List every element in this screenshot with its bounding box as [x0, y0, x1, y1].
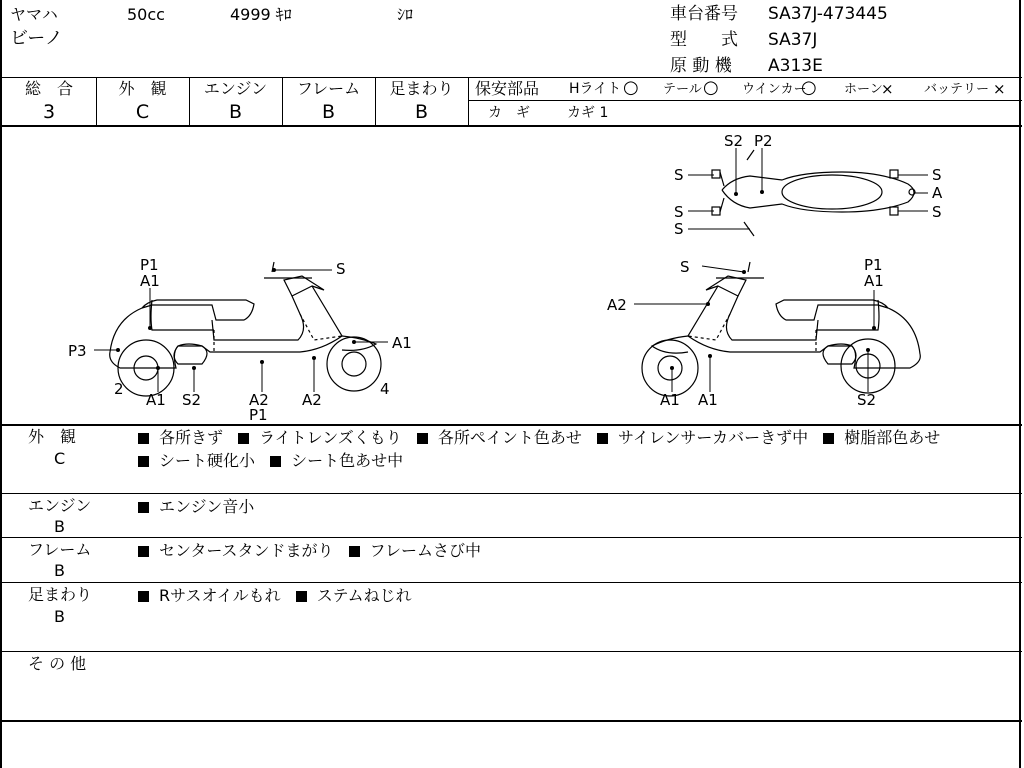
diagram-label: S — [674, 203, 684, 221]
diagram-label: A1 — [660, 391, 680, 409]
diagram-label: A1 — [864, 272, 884, 290]
marker-dots — [116, 190, 876, 370]
section-name: エンジン — [28, 496, 92, 515]
safety-item-label: ウインカー — [742, 82, 807, 97]
diagram-label: S2 — [182, 391, 202, 409]
grade-engine-value: B — [228, 101, 243, 123]
section-grade: C — [54, 449, 66, 468]
grade-suspension-label: 足まわり — [389, 79, 454, 98]
diagram-label: S — [680, 258, 690, 276]
diagram-label: S — [336, 260, 346, 278]
section-item: 各所きず — [138, 426, 223, 449]
safety-item-mark: × — [993, 80, 1006, 98]
diagram-label: P1 — [249, 406, 268, 423]
diagram-label: A1 — [140, 272, 160, 290]
safety-item-mark: × — [881, 80, 894, 98]
mileage: 4999 ｷﾛ — [230, 5, 292, 24]
divider — [469, 100, 1022, 101]
section-name: フレーム — [28, 540, 92, 559]
bullet-square-icon — [138, 456, 149, 467]
bullet-square-icon — [823, 433, 834, 444]
safety-item-label: テール — [663, 82, 702, 97]
divider — [2, 651, 1022, 652]
grade-frame-value: B — [321, 101, 336, 123]
section-item: 樹脂部色あせ — [823, 426, 940, 449]
diagram-label: P2 — [754, 132, 773, 150]
bullet-square-icon — [138, 433, 149, 444]
divider — [2, 77, 1022, 78]
diagram-label: A — [932, 184, 943, 202]
grade-suspension-value: B — [414, 101, 429, 123]
diagram-label: P1 — [864, 256, 883, 274]
bullet-square-icon — [349, 546, 360, 557]
key-value: カギ 1 — [567, 105, 609, 121]
type-value: SA37J — [768, 30, 818, 50]
diagram-label: A2 — [302, 391, 322, 409]
diagram-label: 4 — [380, 380, 390, 398]
grade-exterior-value: C — [135, 101, 150, 123]
divider — [2, 537, 1022, 538]
safety-item-mark: ○ — [623, 77, 639, 98]
section-grade: B — [54, 517, 65, 536]
grade-overall-value: 3 — [42, 101, 56, 123]
displacement: 50cc — [127, 5, 165, 24]
section-item: シート硬化小 — [138, 449, 255, 472]
bullet-square-icon — [296, 591, 307, 602]
diagram-label: A2 — [249, 391, 269, 409]
section-item: サイレンサーカバーきず中 — [597, 426, 808, 449]
section-items — [138, 584, 1018, 607]
divider — [2, 493, 1022, 494]
safety-item-label: Hライト — [569, 81, 622, 97]
key-label: カ ギ — [488, 105, 530, 121]
diagram-label: S2 — [857, 391, 877, 409]
frame-no-label: 車台番号 — [670, 4, 738, 24]
diagram-label: S — [932, 166, 942, 184]
section-grade: B — [54, 561, 65, 580]
section-item: ステムねじれ — [296, 584, 412, 607]
section-name: そ の 他 — [28, 654, 87, 673]
section-items — [138, 426, 1018, 472]
safety-item-label: ホーン — [844, 82, 883, 97]
safety-item-mark: ○ — [703, 77, 719, 98]
section-item: エンジン音小 — [138, 495, 254, 518]
scooter-top-view — [712, 150, 915, 236]
diagram-label: A2 — [607, 296, 627, 314]
model-name: ビーノ — [10, 28, 63, 49]
bullet-square-icon — [138, 591, 149, 602]
section-items — [138, 539, 1018, 562]
damage-diagram — [2, 127, 1022, 423]
bullet-square-icon — [138, 546, 149, 557]
grade-frame-label: フレーム — [296, 79, 361, 98]
section-name: 足まわり — [28, 585, 93, 604]
frame-no: SA37J-473445 — [768, 4, 888, 24]
divider — [468, 77, 469, 125]
diagram-label: S — [932, 203, 942, 221]
section-grade: B — [54, 607, 65, 626]
diagram-label: A1 — [146, 391, 166, 409]
diagram-label: A1 — [698, 391, 718, 409]
grade-overall-label: 総 合 — [24, 79, 73, 98]
safety-item-mark: ○ — [801, 77, 817, 98]
diagram-label: A1 — [392, 334, 412, 352]
section-item: ライトレンズくもり — [238, 426, 402, 449]
section-item: フレームさび中 — [349, 539, 481, 562]
safety-label: 保安部品 — [475, 79, 540, 98]
diagram-label: S — [674, 220, 684, 238]
bullet-square-icon — [238, 433, 249, 444]
diagram-label: S — [674, 166, 684, 184]
leader-lines — [94, 148, 928, 392]
section-item: センタースタンドまがり — [138, 539, 334, 562]
bullet-square-icon — [417, 433, 428, 444]
engine-value: A313E — [768, 56, 823, 76]
diagram-label: P3 — [68, 342, 87, 360]
bullet-square-icon — [138, 502, 149, 513]
type-label: 型 式 — [670, 30, 738, 50]
section-item: シート色あせ中 — [270, 449, 403, 472]
diagram-label: P1 — [140, 256, 159, 274]
grade-engine-label: エンジン — [203, 79, 268, 98]
bullet-square-icon — [270, 456, 281, 467]
divider — [2, 720, 1022, 722]
grade-exterior-label: 外 観 — [118, 79, 167, 98]
color: ｼﾛ — [397, 5, 414, 24]
diagram-label: 2 — [114, 380, 124, 398]
section-name: 外 観 — [28, 427, 77, 446]
safety-item-label: バッテリー — [924, 82, 990, 97]
engine-label: 原 動 機 — [670, 56, 732, 76]
bullet-square-icon — [597, 433, 608, 444]
section-items — [138, 495, 1018, 518]
divider — [2, 582, 1022, 583]
diagram-label: S2 — [724, 132, 744, 150]
maker: ヤマハ — [10, 5, 58, 24]
section-item: 各所ペイント色あせ — [417, 426, 582, 449]
section-item: Rサスオイルもれ — [138, 584, 281, 607]
